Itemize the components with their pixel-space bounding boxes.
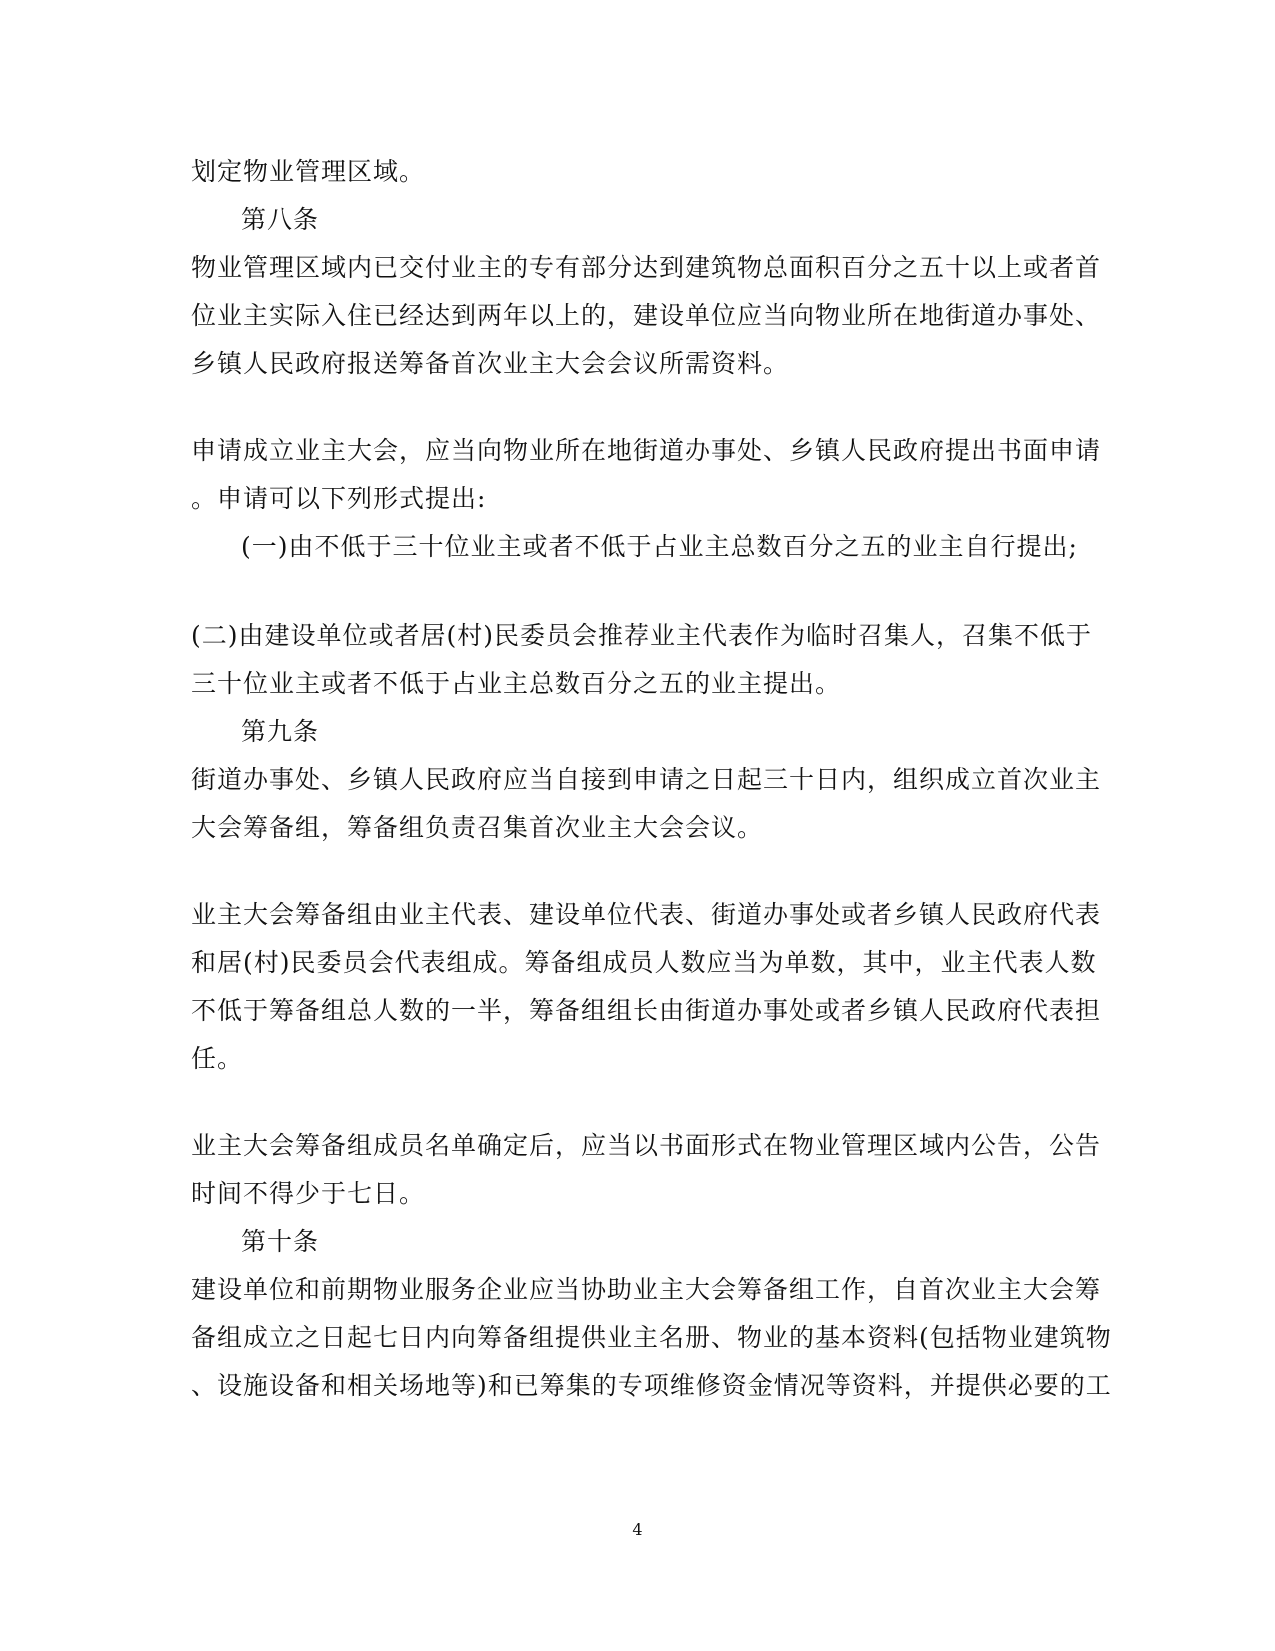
text-line: 位业主实际入住已经达到两年以上的，建设单位应当向物业所在地街道办事处、 [191, 301, 1102, 330]
text-line: 划定物业管理区域。 [191, 157, 426, 186]
text-line: 业主大会筹备组由业主代表、建设单位代表、街道办事处或者乡镇人民政府代表 [191, 900, 1102, 929]
article-heading: 第九条 [241, 717, 320, 746]
article-heading: 第十条 [241, 1227, 320, 1256]
text-line: 建设单位和前期物业服务企业应当协助业主大会筹备组工作，自首次业主大会筹 [191, 1275, 1102, 1304]
text-line: 申请成立业主大会，应当向物业所在地街道办事处、乡镇人民政府提出书面申请 [191, 436, 1102, 465]
text-line: 街道办事处、乡镇人民政府应当自接到申请之日起三十日内，组织成立首次业主 [191, 765, 1102, 794]
text-line: 和居(村)民委员会代表组成。筹备组成员人数应当为单数，其中，业主代表人数 [191, 948, 1097, 977]
text-line: 。申请可以下列形式提出: [191, 484, 487, 513]
text-line: 乡镇人民政府报送筹备首次业主大会会议所需资料。 [191, 349, 790, 378]
page-number: 4 [632, 1520, 643, 1539]
text-line: 备组成立之日起七日内向筹备组提供业主名册、物业的基本资料(包括物业建筑物 [191, 1323, 1112, 1352]
text-line: 时间不得少于七日。 [191, 1179, 426, 1208]
text-line: (二)由建设单位或者居(村)民委员会推荐业主代表作为临时召集人，召集不低于 [191, 621, 1093, 650]
text-line: 、设施设备和相关场地等)和已筹集的专项维修资金情况等资料，并提供必要的工 [191, 1371, 1112, 1400]
text-line: 业主大会筹备组成员名单确定后，应当以书面形式在物业管理区域内公告，公告 [191, 1131, 1102, 1160]
text-line: 物业管理区域内已交付业主的专有部分达到建筑物总面积百分之五十以上或者首 [191, 253, 1102, 282]
text-line: 不低于筹备组总人数的一半，筹备组组长由街道办事处或者乡镇人民政府代表担 [191, 996, 1102, 1025]
text-line: 任。 [191, 1044, 244, 1073]
article-heading: 第八条 [241, 205, 320, 234]
text-line: 三十位业主或者不低于占业主总数百分之五的业主提出。 [191, 669, 842, 698]
text-line: (一)由不低于三十位业主或者不低于占业主总数百分之五的业主自行提出; [241, 532, 1078, 561]
text-line: 大会筹备组，筹备组负责召集首次业主大会会议。 [191, 813, 764, 842]
